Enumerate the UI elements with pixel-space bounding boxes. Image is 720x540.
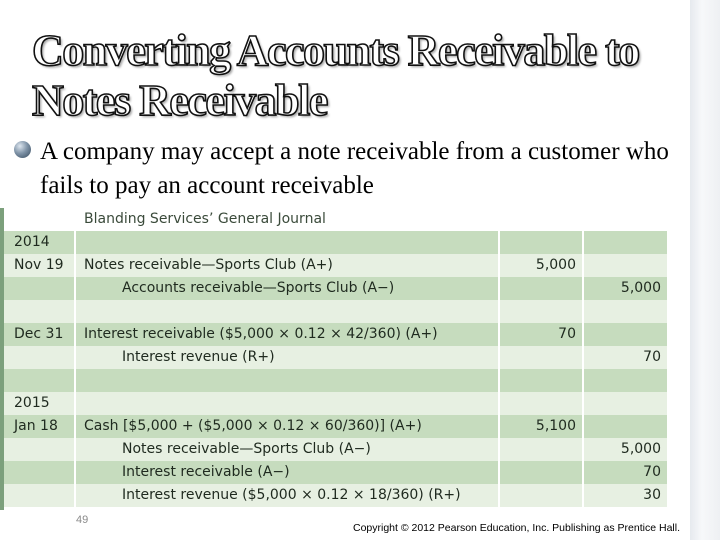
table-row	[4, 392, 667, 415]
journal-title: Blanding Services’ General Journal	[84, 211, 326, 227]
table-row	[4, 346, 667, 369]
table-row	[4, 300, 667, 323]
account-cell: Interest revenue ($5,000 × 0.12 × 18/360) (R+)	[122, 487, 461, 503]
table-row	[4, 254, 667, 277]
account-cell: Notes receivable—Sports Club (A+)	[84, 257, 333, 273]
bullet-icon	[14, 141, 31, 158]
account-cell: Accounts receivable—Sports Club (A−)	[122, 280, 395, 296]
table-row	[4, 461, 667, 484]
decorative-side-strip	[690, 0, 720, 540]
copyright-notice: Copyright © 2012 Pearson Education, Inc. Publishing as Prentice Hall.	[352, 522, 680, 534]
slide-title: Converting Accounts Receivable to Notes Receivable	[32, 26, 639, 125]
date-cell: Nov 19	[14, 257, 64, 273]
debit-cell: 5,100	[535, 418, 576, 434]
bullet-text: A company may accept a note receivable from a customer who fails to pay an account receivable	[40, 138, 669, 199]
general-journal-table	[0, 208, 667, 510]
table-row	[4, 277, 667, 300]
credit-cell: 5,000	[620, 441, 661, 457]
account-cell: Interest receivable ($5,000 × 0.12 × 42/360) (A+)	[84, 326, 438, 342]
table-row	[4, 369, 667, 392]
credit-cell: 70	[643, 464, 661, 480]
date-cell: 2014	[14, 234, 50, 250]
credit-cell: 70	[643, 349, 661, 365]
account-cell: Cash [$5,000 + ($5,000 × 0.12 × 60/360)] (A+)	[84, 418, 422, 434]
debit-cell: 70	[558, 326, 576, 342]
table-row	[4, 415, 667, 438]
table-row	[4, 323, 667, 346]
column-divider	[74, 208, 76, 510]
date-cell: Dec 31	[14, 326, 64, 342]
table-row	[4, 438, 667, 461]
date-cell: 2015	[14, 395, 50, 411]
column-divider	[582, 208, 584, 510]
account-cell: Interest revenue (R+)	[122, 349, 275, 365]
debit-cell: 5,000	[535, 257, 576, 273]
account-cell: Notes receivable—Sports Club (A−)	[122, 441, 371, 457]
journal-header-row	[4, 208, 667, 231]
table-row	[4, 484, 667, 507]
table-row	[4, 231, 667, 254]
credit-cell: 30	[643, 487, 661, 503]
date-cell: Jan 18	[14, 418, 58, 434]
page-number: 49	[76, 514, 89, 526]
credit-cell: 5,000	[620, 280, 661, 296]
account-cell: Interest receivable (A−)	[122, 464, 290, 480]
column-divider	[498, 208, 500, 510]
